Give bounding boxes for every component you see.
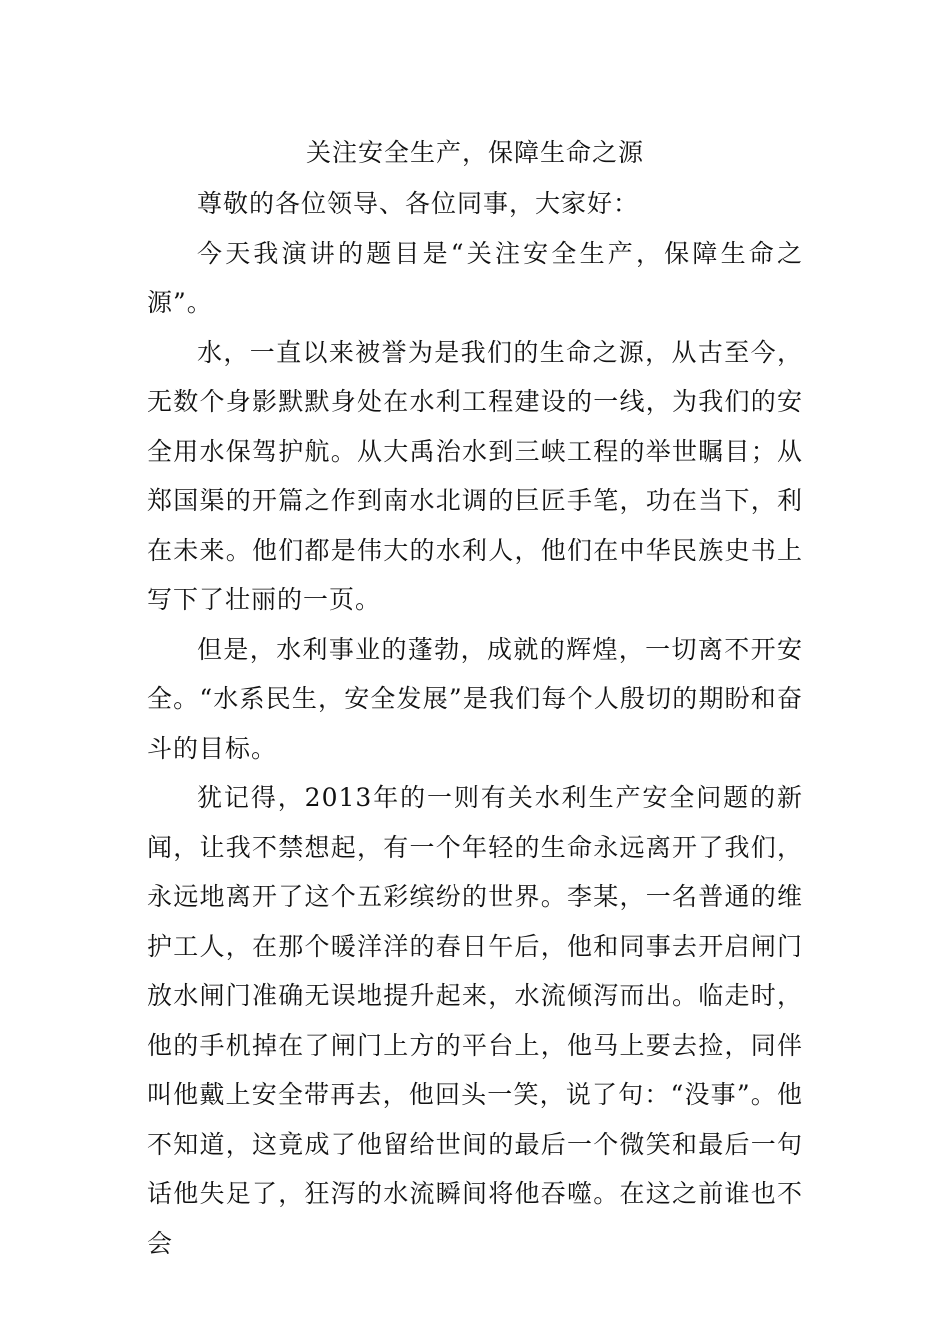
greeting-paragraph: 尊敬的各位领导、各位同事，大家好： [197,189,640,218]
topic-paragraph: 今天我演讲的题目是“关注安全生产，保障生命之源”。 [147,238,803,317]
water-source-paragraph: 水，一直以来被誉为是我们的生命之源，从古至今，无数个身影默默身处在水利工程建设的一线，为我们的安全用水保驾护航。从大禹治水到三峡工程的举世瞩目；从郑国渠的开篇之作到南水北调的巨匠手笔，功在当下，利在未来。他们都是伟大的水利人，他们在中华民族史书上写下了壮丽的一页。 [147,337,803,614]
document-body [147,133,803,1268]
safety-paragraph: 但是，水利事业的蓬勃，成就的辉煌，一切离不开安全。“水系民生，安全发展”是我们每个人殷切的期盼和奋斗的目标。 [147,634,803,763]
accident-story-paragraph: 犹记得，2013年的一则有关水利生产安全问题的新闻，让我不禁想起，有一个年轻的生命永远离开了我们，永远地离开了这个五彩缤纷的世界。李某，一名普通的维护工人，在那个暖洋洋的春日午后，他和同事去开启闸门放水闸门准确无误地提升起来，水流倾泻而出。临走时，他的手机掉在了闸门上方的平台上，他马上要去捡，同伴叫他戴上安全带再去，他回头一笑，说了句：“没事”。他不知道，这竟成了他留给世间的最后一个微笑和最后一句话他失足了，狂泻的水流瞬间将他吞噬。在这之前谁也不会 [147,783,803,1258]
document-title: 关注安全生产，保障生命之源 [305,138,644,167]
